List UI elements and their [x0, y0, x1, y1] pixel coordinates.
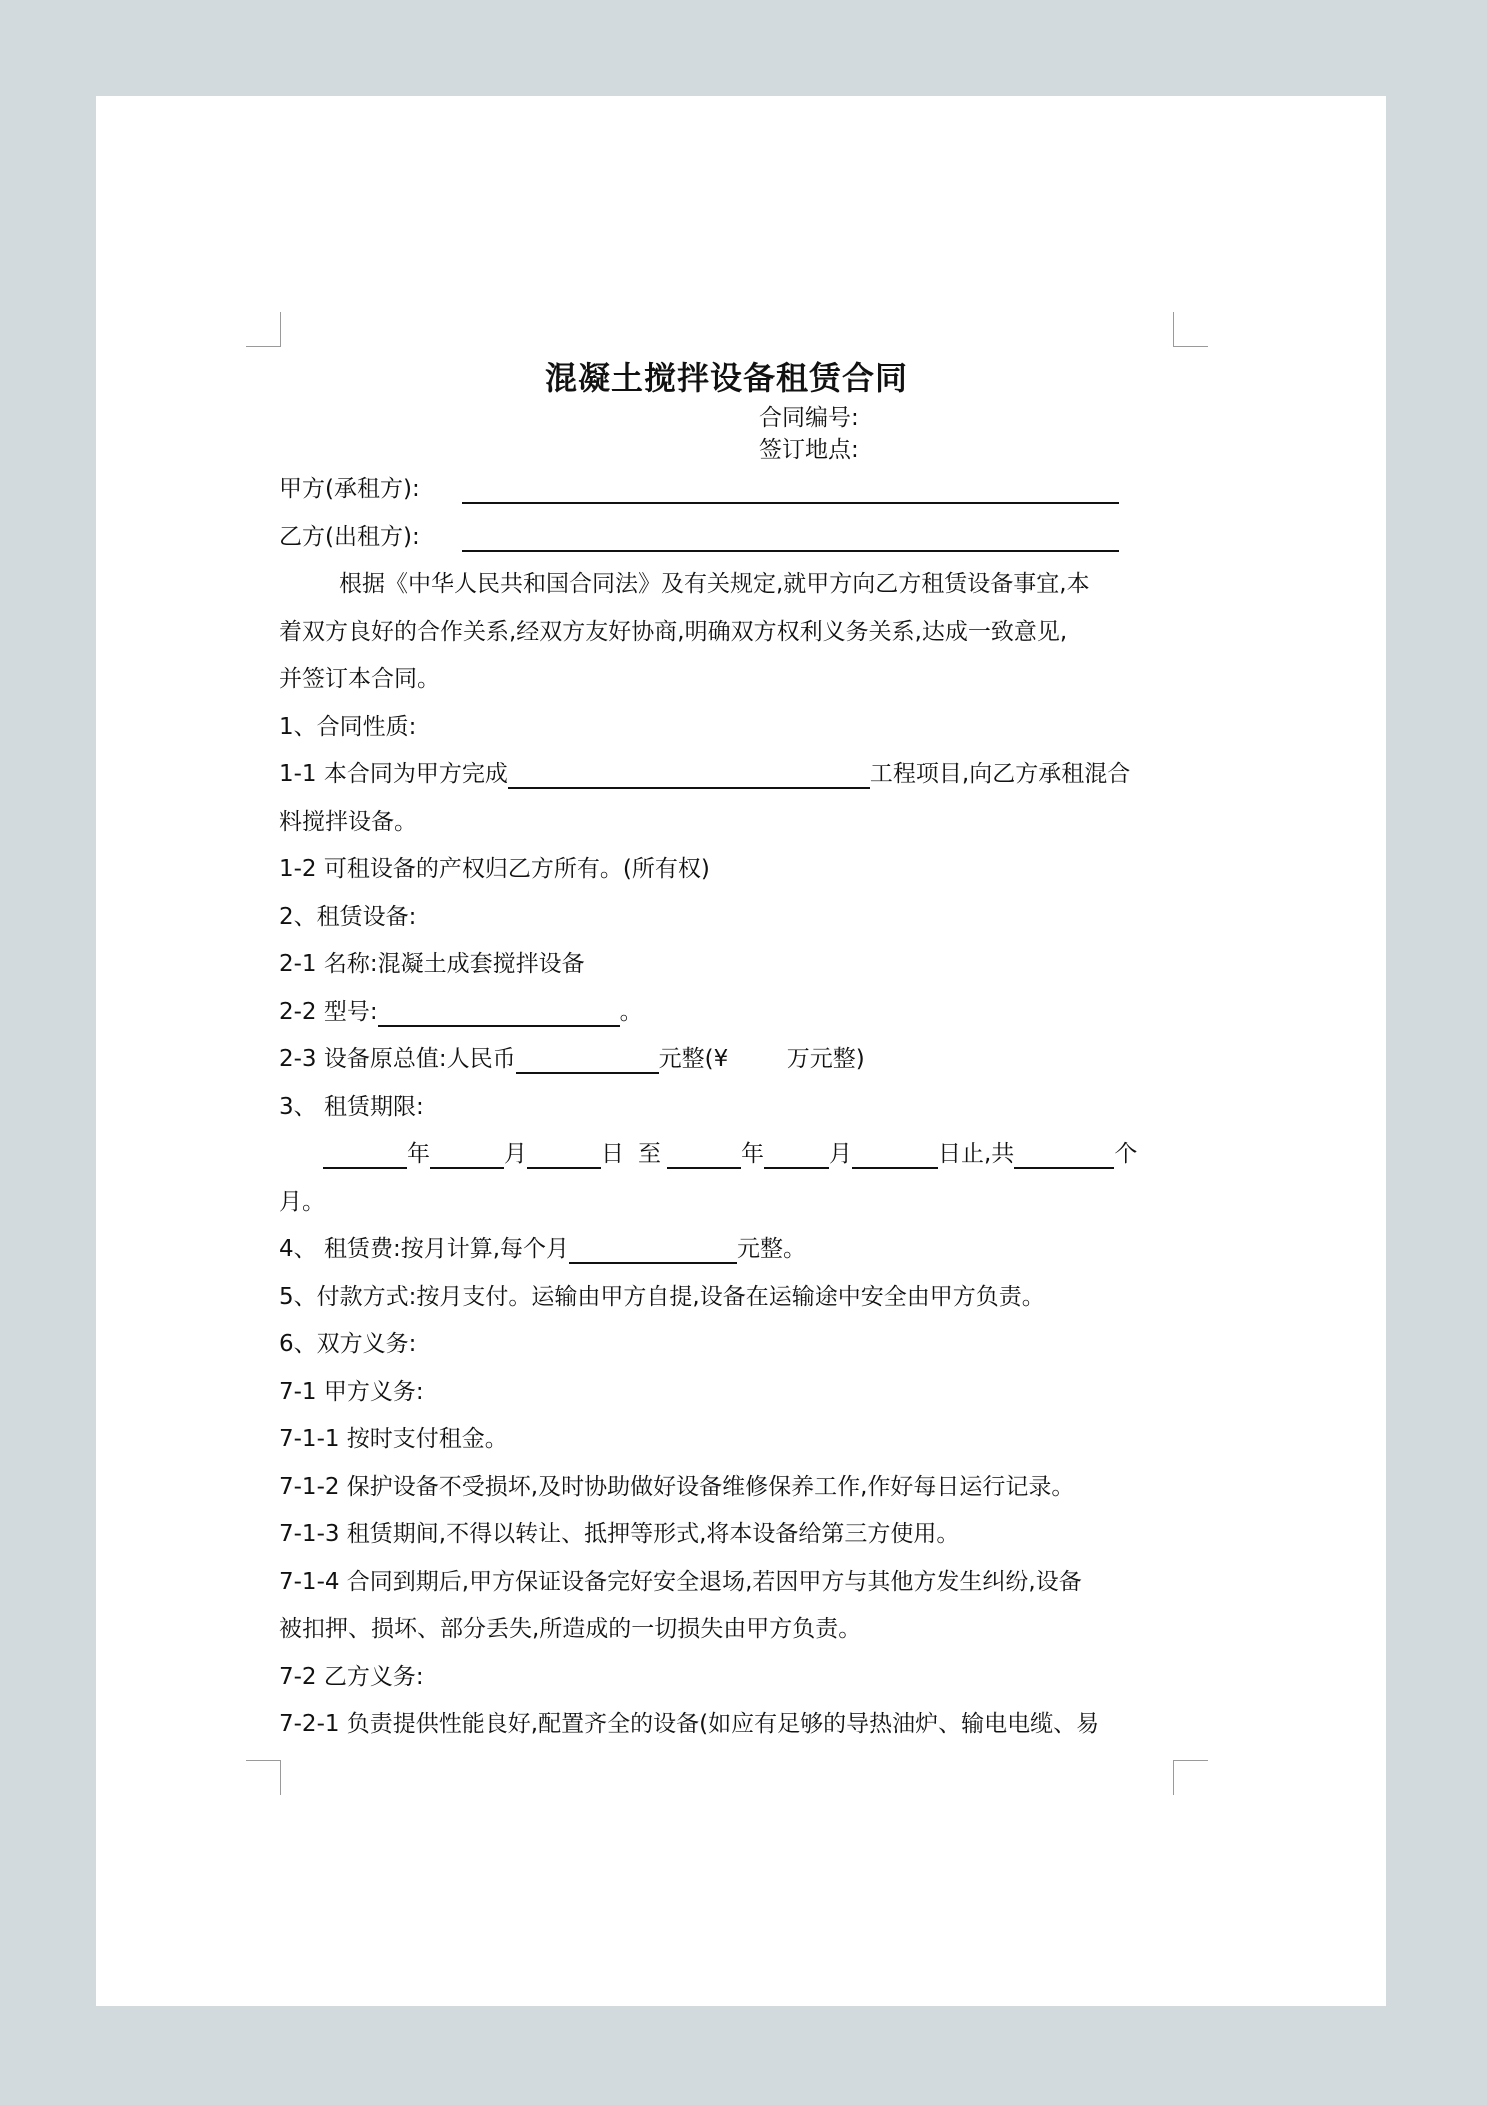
start-day-blank: [527, 1137, 601, 1169]
start-month-blank: [430, 1137, 504, 1169]
clause-7-1-3: 7-1-3 租赁期间,不得以转让、抵押等形式,将本设备给第三方使用。: [279, 1521, 960, 1547]
lease-period-line: [279, 1131, 1174, 1179]
to-label: 至: [638, 1141, 661, 1167]
unit-label: 个: [1114, 1141, 1138, 1167]
project-name-blank: [508, 757, 870, 789]
corner-mark-bottom-right: [1173, 1760, 1208, 1795]
section-4-end: 元整。: [737, 1236, 807, 1262]
clause-7-1: 7-1 甲方义务:: [279, 1378, 424, 1405]
clause-7-1-4-cont: 被扣押、损坏、部分丢失,所造成的一切损失由甲方负责。: [279, 1616, 862, 1642]
clause-1-1-cont: 料搅拌设备。: [279, 808, 417, 835]
party-a-label: 甲方(承租方):: [279, 476, 420, 502]
end-label: 日止,共: [938, 1141, 1015, 1167]
clause-7-1-4: 7-1-4 合同到期后,甲方保证设备完好安全退场,若因甲方与其他方发生纠纷,设备: [279, 1568, 1082, 1595]
section-6-heading: 6、双方义务:: [279, 1331, 417, 1357]
section-4-text: 4、 租赁费:按月计算,每个月: [279, 1236, 570, 1262]
clause-2-2-text: 2-2 型号:: [279, 998, 378, 1025]
total-value-blank: [516, 1042, 659, 1074]
year-label: 年: [741, 1141, 764, 1167]
month-label: 月: [829, 1141, 852, 1167]
party-b-line: [279, 514, 1174, 562]
preamble-line: 着双方良好的合作关系,经双方友好协商,明确双方权利义务关系,达成一致意见,: [279, 618, 1068, 645]
document-body: [279, 354, 1174, 1749]
section-2-heading: 2、租赁设备:: [279, 903, 417, 930]
document-page: [96, 96, 1386, 2006]
clause-1-1-text: 1-1 本合同为甲方完成: [279, 761, 508, 787]
start-year-blank: [323, 1137, 407, 1169]
contract-number-label: 合同编号:: [759, 405, 859, 431]
clause-7-2-1: 7-2-1 负责提供性能良好,配置齐全的设备(如应有足够的导热油炉、输电电缆、易: [279, 1711, 1100, 1737]
year-label: 年: [407, 1141, 430, 1167]
section-1-heading: 1、合同性质:: [279, 713, 417, 740]
months-count-blank: [1014, 1137, 1114, 1169]
end-year-blank: [667, 1137, 741, 1169]
section-4: [279, 1226, 1174, 1274]
day-label: 日: [601, 1141, 624, 1167]
clause-7-1-1: 7-1-1 按时支付租金。: [279, 1426, 508, 1452]
corner-mark-top-right: [1173, 312, 1208, 347]
month-label: 月: [504, 1141, 527, 1167]
party-b-blank: [462, 520, 1119, 552]
sign-place-label: 签订地点:: [759, 437, 859, 463]
end-day-blank: [852, 1137, 938, 1169]
preamble-line: 根据《中华人民共和国合同法》及有关规定,就甲方向乙方租赁设备事宜,本: [339, 571, 1090, 597]
clause-2-2-end: 。: [619, 998, 643, 1025]
clause-2-2: [279, 989, 1174, 1037]
clause-1-1: [279, 751, 1174, 799]
party-a-blank: [462, 472, 1119, 504]
clause-1-2: 1-2 可租设备的产权归乙方所有。(所有权): [279, 856, 710, 882]
end-month-blank: [764, 1137, 829, 1169]
model-blank: [378, 995, 620, 1027]
lease-period-cont: 月。: [279, 1188, 325, 1215]
corner-mark-bottom-left: [246, 1760, 281, 1795]
clause-1-1-text-cont: 工程项目,向乙方承租混合: [869, 761, 1131, 787]
clause-2-1: 2-1 名称:混凝土成套搅拌设备: [279, 951, 585, 977]
document-title: 混凝土搅拌设备租赁合同: [544, 359, 908, 397]
party-b-label: 乙方(出租方):: [279, 523, 420, 550]
preamble-line: 并签订本合同。: [279, 666, 440, 692]
clause-2-3: [279, 1036, 1174, 1084]
section-5: 5、付款方式:按月支付。运输由甲方自提,设备在运输途中安全由甲方负责。: [279, 1283, 1045, 1310]
clause-2-3-text: 2-3 设备原总值:人民币: [279, 1046, 516, 1072]
corner-mark-top-left: [246, 312, 281, 347]
monthly-fee-blank: [569, 1232, 737, 1264]
clause-7-1-2: 7-1-2 保护设备不受损坏,及时协助做好设备维修保养工作,作好每日运行记录。: [279, 1473, 1075, 1500]
clause-2-3-text-cont: 元整(¥ 万元整): [658, 1046, 865, 1072]
section-3-heading: 3、 租赁期限:: [279, 1093, 424, 1120]
party-a-line: [279, 466, 1174, 514]
clause-7-2: 7-2 乙方义务:: [279, 1663, 424, 1690]
